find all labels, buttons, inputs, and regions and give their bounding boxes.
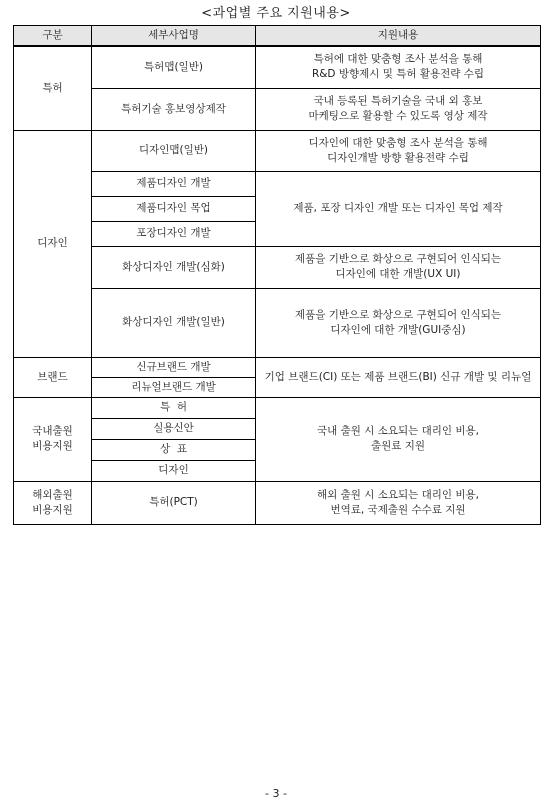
category-line: 국내출원	[32, 425, 73, 437]
sub-project-cell: 상 표	[92, 439, 256, 460]
content-cell: 기업 브랜드(CI) 또는 제품 브랜드(BI) 신규 개발 및 리뉴얼	[256, 357, 541, 397]
content-line: 출원료 지원	[370, 440, 426, 452]
content-cell	[256, 88, 541, 130]
table-row	[14, 171, 541, 196]
category-line: 비용지원	[32, 503, 73, 516]
category-line: 비용지원	[32, 440, 73, 452]
sub-project-cell: 화상디자인 개발(심화)	[92, 246, 256, 288]
sub-project-cell: 실용신안	[92, 418, 256, 439]
content-line: 디자인에 대한 개발(UX UI)	[335, 268, 461, 280]
support-table	[13, 25, 541, 525]
sub-project-cell: 특허맵(일반)	[92, 46, 256, 88]
category-overseas-filing	[14, 481, 92, 524]
content-line: R&D 방향제시 및 특허 활용전략 수립	[311, 68, 485, 81]
content-line: 특허에 대한 맞춤형 조사 분석을 통해	[313, 53, 483, 66]
table-row	[14, 130, 541, 171]
content-cell	[256, 397, 541, 481]
content-line: 디자인에 대한 개발(GUI중심)	[330, 323, 466, 336]
category-design: 디자인	[14, 130, 92, 357]
sub-project-cell: 화상디자인 개발(일반)	[92, 288, 256, 357]
sub-project-cell: 특 허	[92, 397, 256, 418]
content-line: 국내 등록된 특허기술을 국내 외 홍보	[313, 95, 483, 107]
header-content: 지원내용	[256, 26, 541, 47]
table-row	[14, 481, 541, 524]
sub-project-cell: 제품디자인 목업	[92, 196, 256, 221]
sub-project-cell: 리뉴얼브랜드 개발	[92, 377, 256, 397]
content-line: 디자인개발 방향 활용전략 수립	[327, 151, 469, 164]
table-row	[14, 246, 541, 288]
sub-project-cell: 포장디자인 개발	[92, 221, 256, 246]
content-line: 디자인에 대한 맞춤형 조사 분석을 통해	[308, 136, 488, 149]
table-row	[14, 288, 541, 357]
category-brand: 브랜드	[14, 357, 92, 397]
table-row	[14, 46, 541, 88]
sub-project-cell: 특허(PCT)	[92, 481, 256, 524]
content-line: 국내 출원 시 소요되는 대리인 비용,	[316, 425, 480, 437]
table-row	[14, 357, 541, 377]
content-cell	[256, 46, 541, 88]
content-line: 제품을 기반으로 화상으로 구현되어 인식되는	[294, 253, 502, 265]
content-cell	[256, 481, 541, 524]
content-line: 번역료, 국제출원 수수료 지원	[330, 503, 466, 516]
content-cell	[256, 130, 541, 171]
page-number: - 3 -	[265, 787, 287, 800]
sub-project-cell: 디자인	[92, 460, 256, 481]
header-category: 구분	[14, 26, 92, 47]
content-cell	[256, 246, 541, 288]
category-line: 해외출원	[32, 488, 73, 501]
sub-project-cell: 디자인맵(일반)	[92, 130, 256, 171]
document-title: <과업별 주요 지원내용>	[201, 6, 351, 21]
header-sub-project: 세부사업명	[92, 26, 256, 47]
sub-project-cell: 특허기술 홍보영상제작	[92, 88, 256, 130]
sub-project-cell: 제품디자인 개발	[92, 171, 256, 196]
content-line: 제품을 기반으로 화상으로 구현되어 인식되는	[294, 308, 502, 321]
content-cell: 제품, 포장 디자인 개발 또는 디자인 목업 제작	[256, 171, 541, 246]
category-patent: 특허	[14, 46, 92, 130]
table-row	[14, 88, 541, 130]
content-cell	[256, 288, 541, 357]
table-row	[14, 397, 541, 418]
table-header-row	[14, 26, 541, 47]
content-line: 해외 출원 시 소요되는 대리인 비용,	[316, 488, 480, 501]
sub-project-cell: 신규브랜드 개발	[92, 357, 256, 377]
category-domestic-filing	[14, 397, 92, 481]
content-line: 마케팅으로 활용할 수 있도록 영상 제작	[308, 110, 488, 122]
